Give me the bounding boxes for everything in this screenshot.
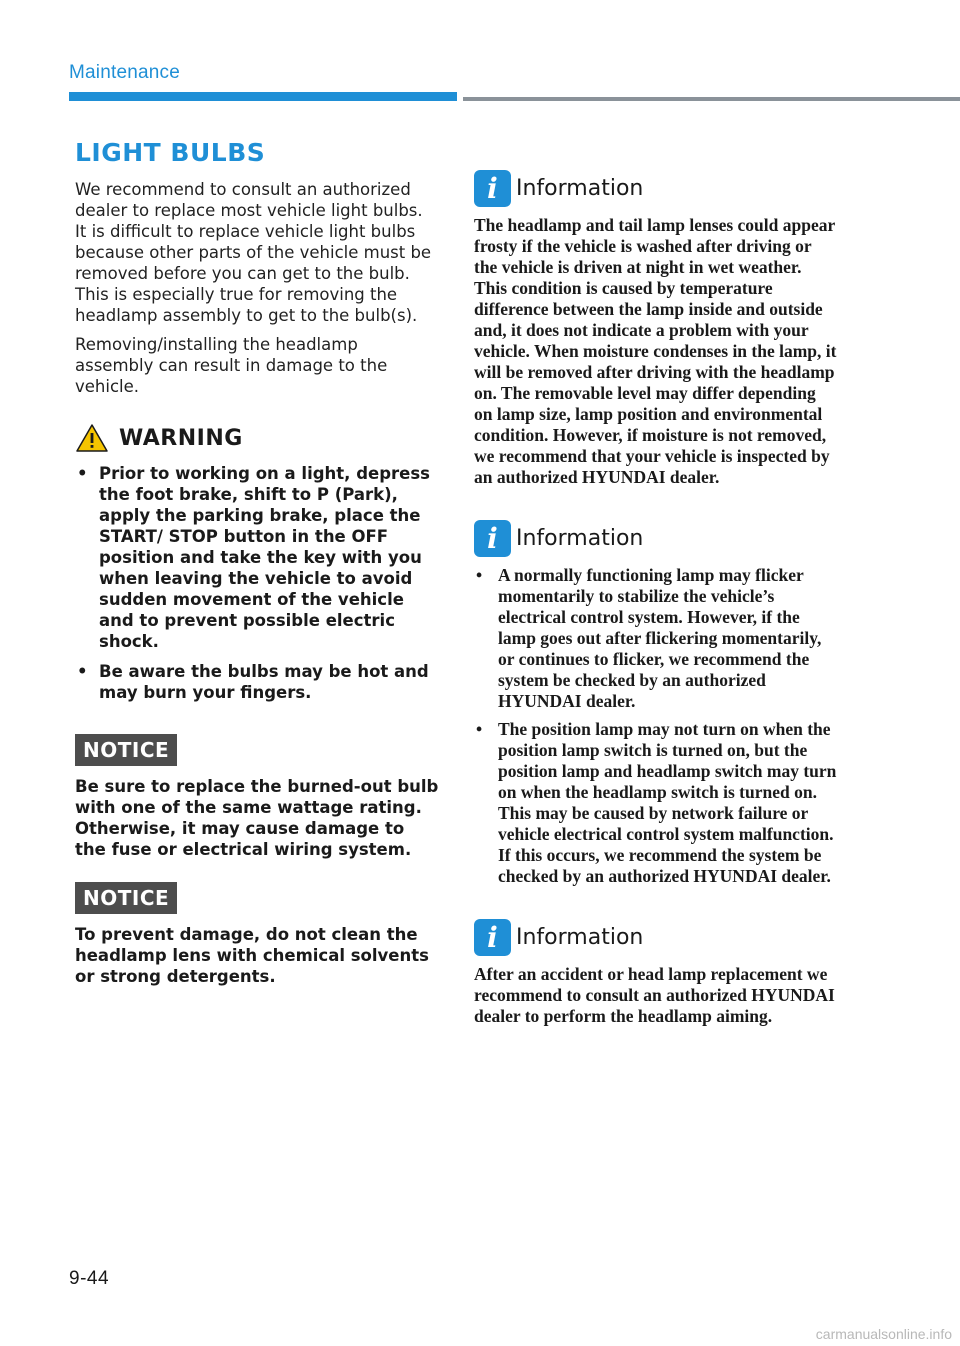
page-number: 9-44 [69,1268,110,1289]
info-icon: i [474,520,511,557]
warning-triangle-icon [75,423,109,453]
info-title: Information [516,526,644,551]
notice-badge: NOTICE [75,882,177,914]
left-column [75,138,439,987]
info-block [474,170,838,488]
intro-paragraph: Removing/installing the headlamp assembly can result in damage to the vehicle. [75,335,388,396]
notice-text: Be sure to replace the burned-out bulb with one of the same wattage rating. Otherwise, it may cause damage to the fuse or electrical wiring system. [75,777,439,859]
header-section-title: Maintenance [69,62,180,83]
watermark: carmanualsonline.info [815,1326,952,1342]
right-column [474,170,838,1059]
notice-badge: NOTICE [75,734,177,766]
info-icon: i [474,919,511,956]
info-text: The headlamp and tail lamp lenses could appear frosty if the vehicle is washed after driving or the vehicle is driven at night in wet weather. This condition is caused by temperature difference between the lamp inside and outside and, it does not indicate a problem with your vehicle. When moisture condenses in the lamp, it will be removed after driving with the headlamp on. The removable level may differ depending on lamp size, lamp position and environmental condition. However, if moisture is not removed, we recommend that your vehicle is inspected by an authorized HYUNDAI dealer. [474,215,837,487]
warning-item: • Prior to working on a light, depress the foot brake, shift to P (Park), apply the parking brake, place the START/ STOP button in the OFF position and take the key with you when leaving the vehicle to avoid sudden movement of the vehicle and to prevent possible electric shock. [75,463,439,652]
info-text: After an accident or head lamp replacement we recommend to consult an authorized HYUNDAI dealer to perform the headlamp aiming. [474,964,835,1026]
info-block [474,919,838,1027]
warning-header [75,423,439,453]
section-title: LIGHT BULBS [75,138,266,167]
header-rule [463,97,960,101]
info-header [474,919,838,956]
intro-paragraph: We recommend to consult an authorized dealer to replace most vehicle light bulbs. It is difficult to replace vehicle light bulbs because other parts of the vehicle must be removed before you can get to the bulb. This is especially true for removing the headlamp assembly to get to the bulb(s). [75,180,432,325]
info-title: Information [516,925,644,950]
warning-list [75,463,439,703]
notice-text: To prevent damage, do not clean the headlamp lens with chemical solvents or strong detergents. [75,925,429,986]
info-header [474,170,838,207]
warning-item: • Be aware the bulbs may be hot and may burn your fingers. [75,661,439,703]
header-accent-bar [69,92,457,101]
info-icon: i [474,170,511,207]
info-item: • A normally functioning lamp may flicker momentarily to stabilize the vehicle’s electrical control system. However, if the lamp goes out after flickering momentarily, or continues to flicker, we recommend the system be checked by an authorized HYUNDAI dealer. [474,565,838,712]
info-item: • The position lamp may not turn on when the position lamp switch is turned on, but the position lamp and headlamp switch may turn on when the headlamp switch is turned on. This may be caused by network failure or vehicle electrical control system malfunction. If this occurs, we recommend the system be checked by an authorized HYUNDAI dealer. [474,719,838,887]
info-title: Information [516,176,644,201]
info-header [474,520,838,557]
warning-title: WARNING [119,425,243,451]
info-block [474,520,838,887]
info-list [474,565,838,887]
